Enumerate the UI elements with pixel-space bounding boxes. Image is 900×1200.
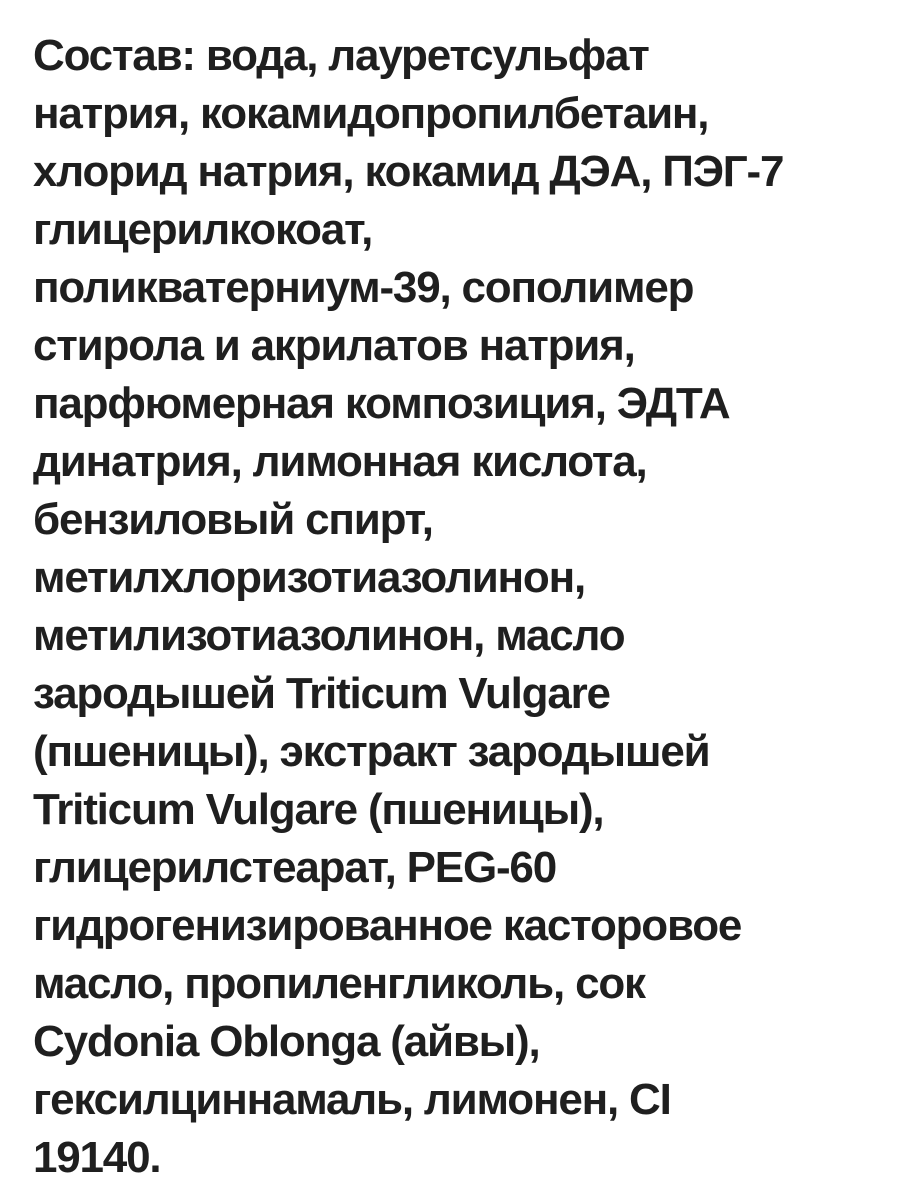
text-line: бензиловый спирт,: [33, 495, 433, 544]
text-line: метилхлоризотиазолинон,: [33, 553, 586, 602]
text-line: масло, пропиленгликоль, сок: [33, 959, 645, 1008]
text-line: гексилциннамаль, лимонен, CI: [33, 1075, 671, 1124]
text-line: глицерилкокоат,: [33, 205, 373, 254]
text-line: хлорид натрия, кокамид ДЭА, ПЭГ-7: [33, 147, 784, 196]
text-line: Состав: вода, лауретсульфат: [33, 31, 649, 80]
text-line: (пшеницы), экстракт зародышей: [33, 727, 710, 776]
text-line: натрия, кокамидопропилбетаин,: [33, 89, 709, 138]
text-line: зародышей Triticum Vulgare: [33, 669, 610, 718]
ingredients-text-block: [33, 27, 880, 1187]
text-line: метилизотиазолинон, масло: [33, 611, 625, 660]
text-line: глицерилстеарат, PEG-60: [33, 843, 556, 892]
text-line: 19140.: [33, 1133, 161, 1182]
text-line: гидрогенизированное касторовое: [33, 901, 742, 950]
text-line: поликватерниум-39, сополимер: [33, 263, 694, 312]
text-line: стирола и акрилатов натрия,: [33, 321, 635, 370]
text-line: парфюмерная композиция, ЭДТА: [33, 379, 730, 428]
text-line: Triticum Vulgare (пшеницы),: [33, 785, 604, 834]
text-line: динатрия, лимонная кислота,: [33, 437, 647, 486]
text-line: Cydonia Oblonga (айвы),: [33, 1017, 540, 1066]
